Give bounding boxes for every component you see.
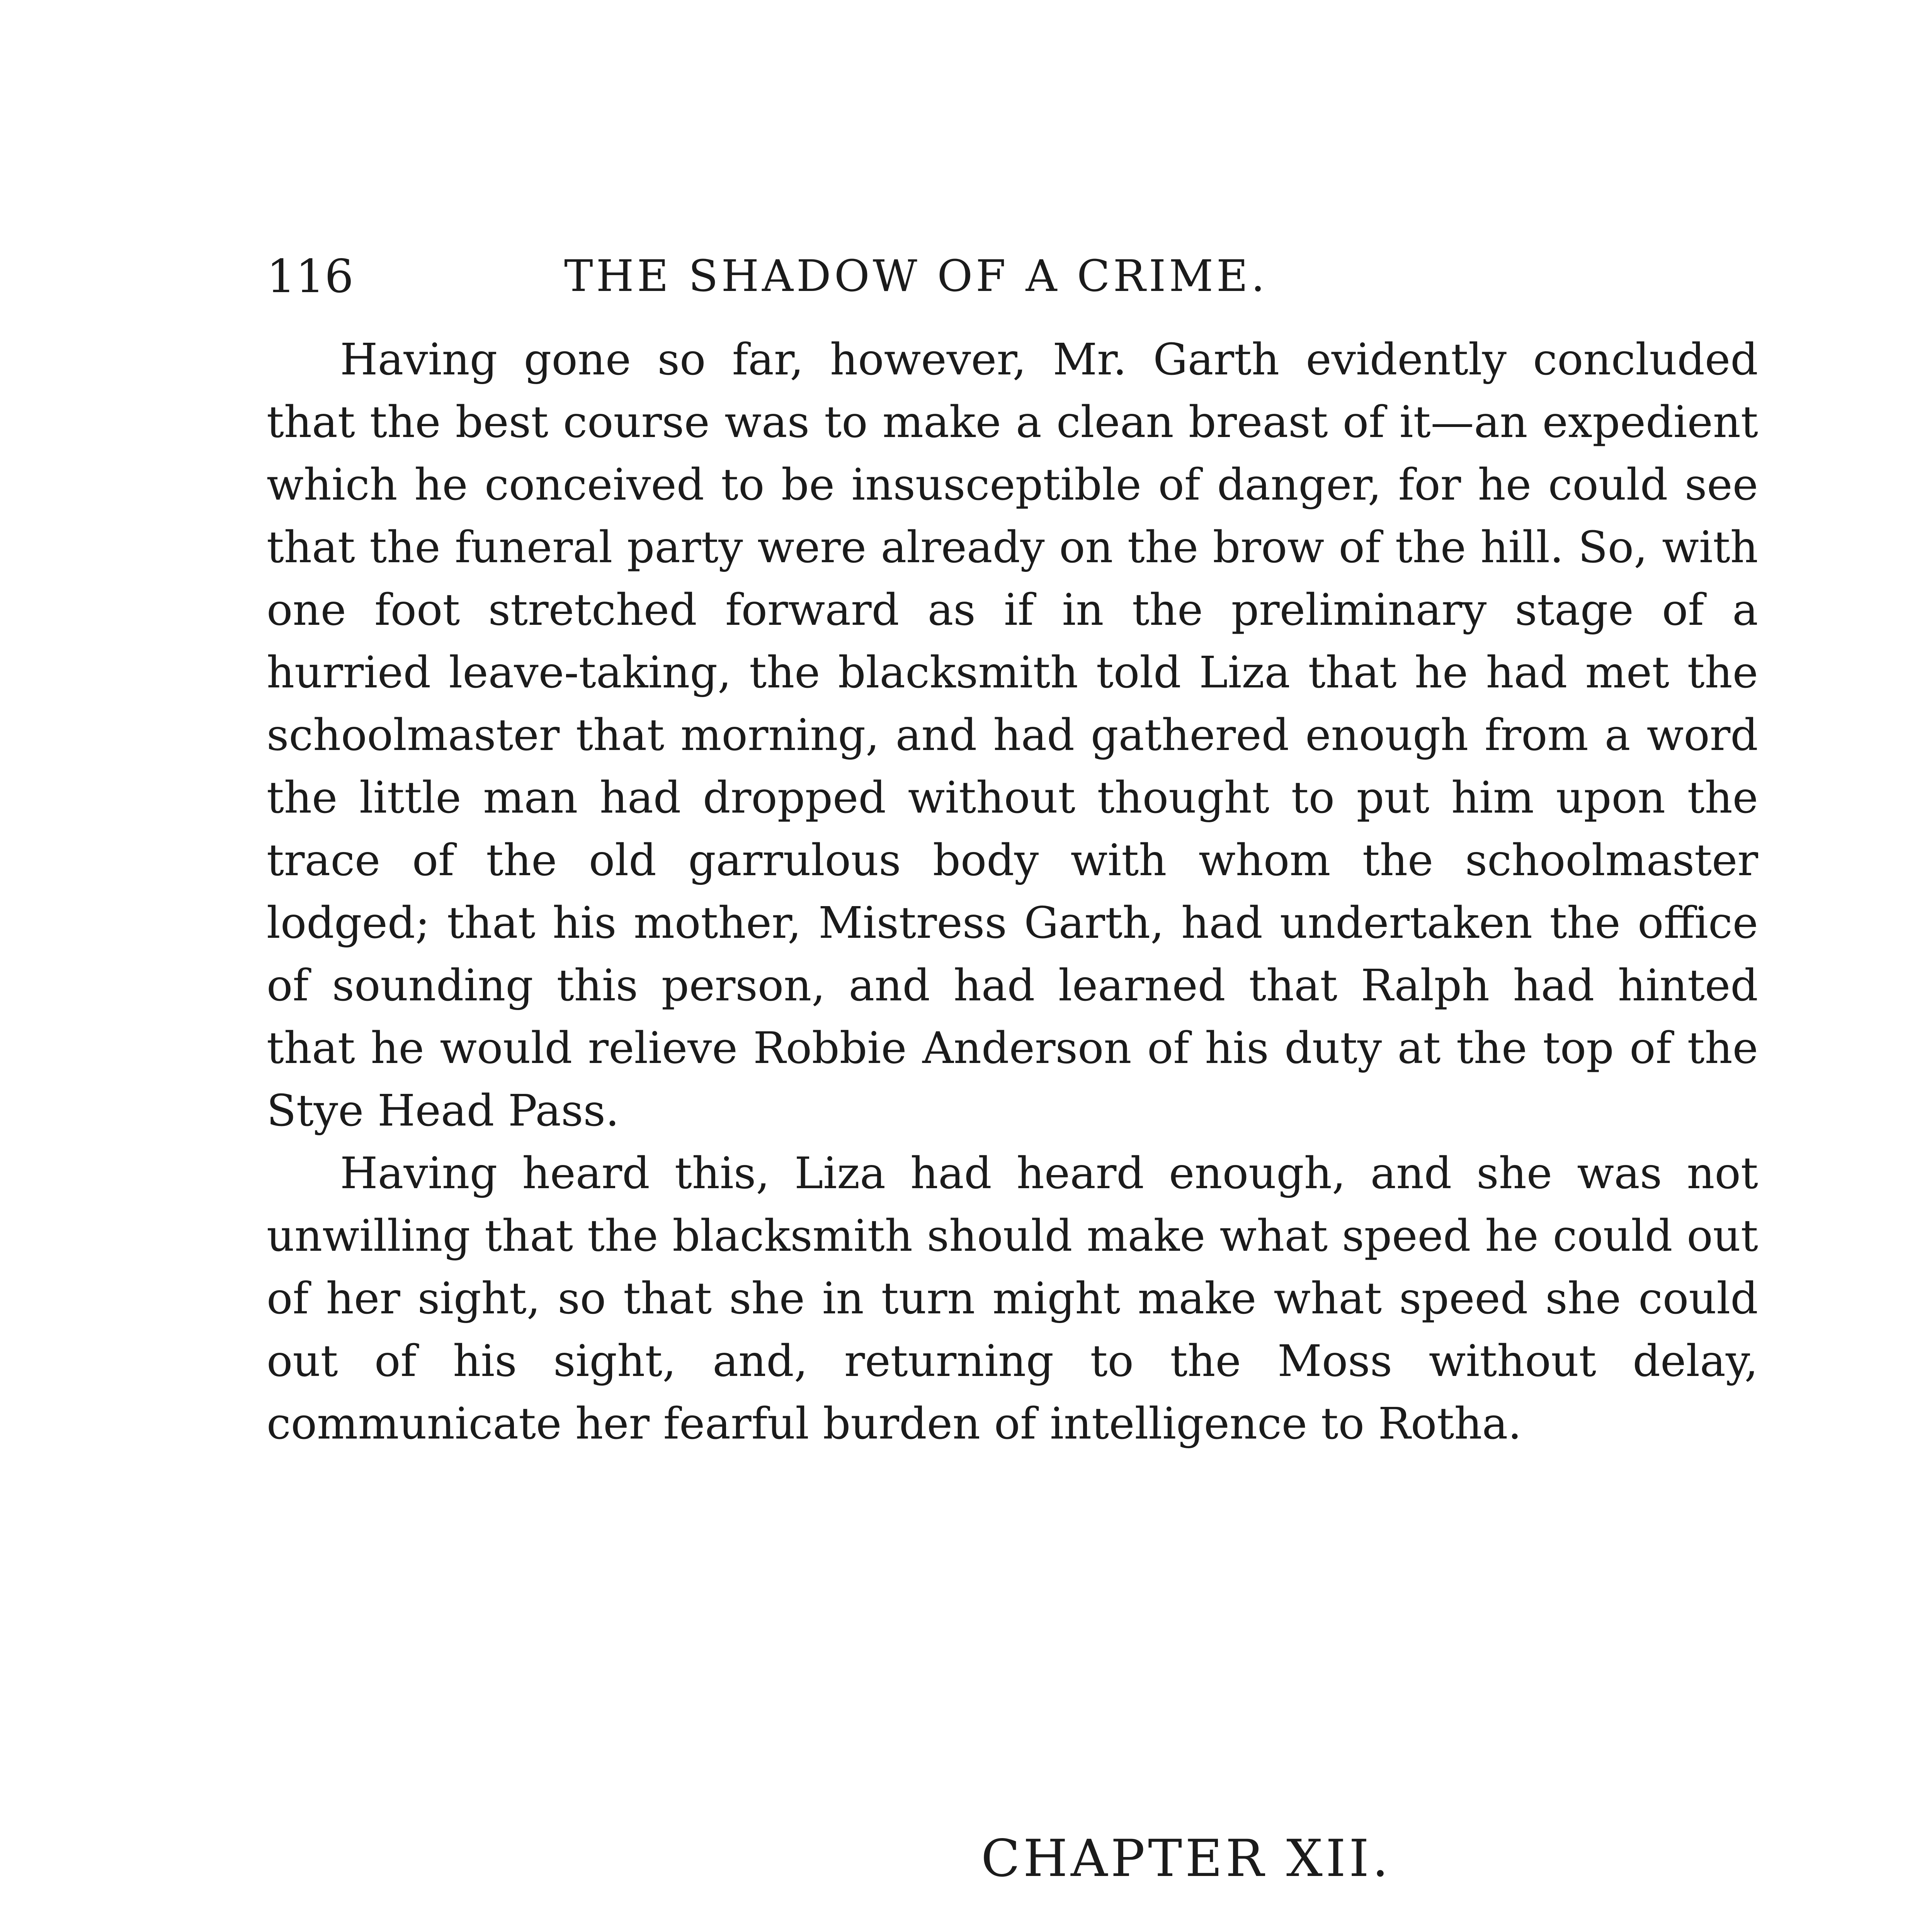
- text-block-before-chapter: [267, 328, 1758, 1455]
- paragraph-text: Having gone so far, however, Mr. Garth evidently concluded that the best course was to make a clean breast of it—an expedient which he conceived to be insusceptible of danger, for he could see that the funeral party were already on the brow of the hill. So, with one foot stretched forward as if in the preliminary stage of a hurried leave-taking, the blacksmith told Liza that he had met the schoolmaster that morning, and had gathered enough from a word the little man had dropped without thought to put him upon the trace of the old garrulous body with whom the schoolmaster lodged; that his mother, Mistress Garth, had undertaken the office of sounding this person, and had learned that Ralph had hinted that he would relieve Robbie Anderson of his duty at the top of the Stye Head Pass.: [267, 335, 1758, 1136]
- paragraph: [267, 328, 1758, 1142]
- chapter-title: CHAPTER XII.: [981, 1829, 1392, 1888]
- paragraph-text: Having heard this, Liza had heard enough, and she was not unwilling that the blacksmith should make what speed he could out of her sight, so that she in turn might make what speed she could out of his sight, and, returning to the Moss without delay, communicate her fearful burden of intelligence to Rotha.: [267, 1148, 1758, 1449]
- running-head: [267, 247, 1758, 313]
- page-number: 116: [267, 250, 354, 303]
- paragraph: [267, 1142, 1758, 1455]
- running-title: THE SHADOW OF A CRIME.: [564, 251, 1268, 301]
